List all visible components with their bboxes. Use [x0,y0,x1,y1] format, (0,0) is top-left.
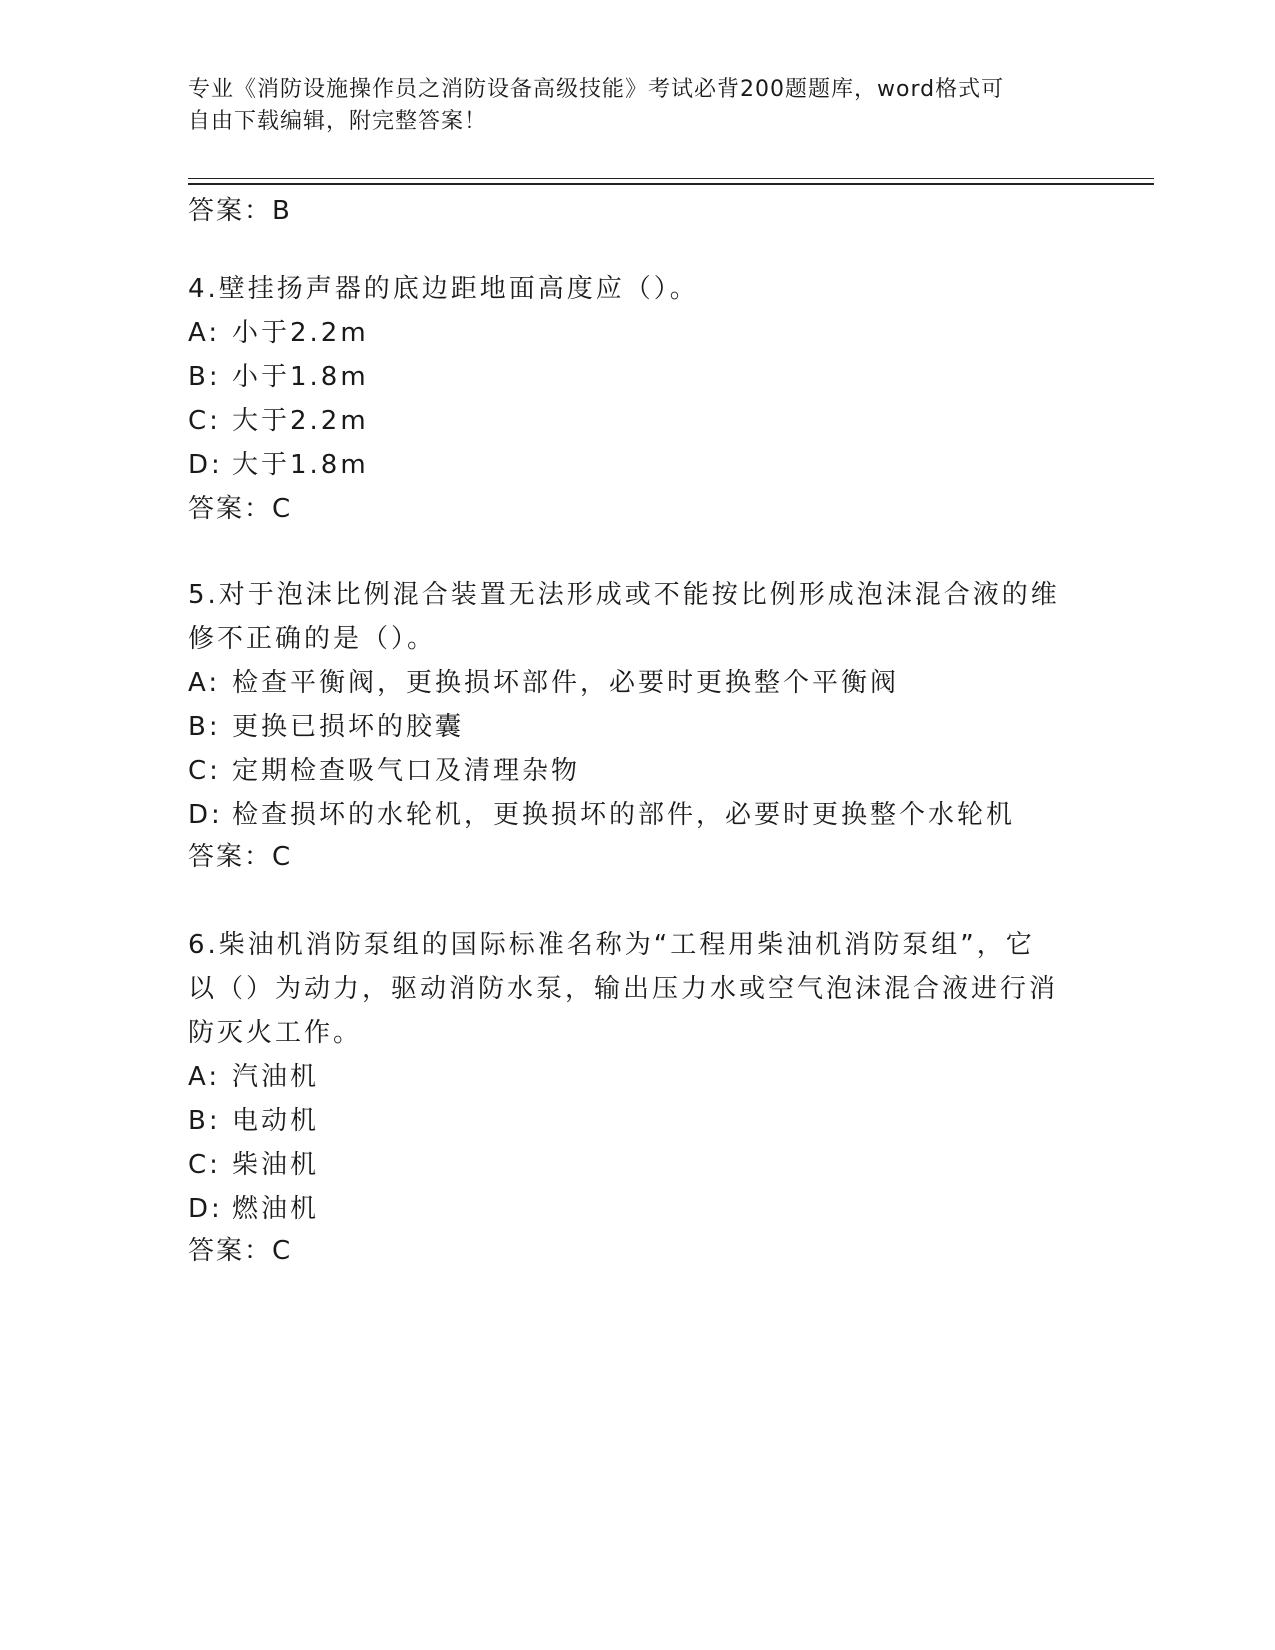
option-text: 定期检查吸气口及清理杂物 [232,756,581,786]
question-6-answer: 答案：C [188,1236,293,1266]
option-text: 小于2.2m [232,318,369,348]
option-text: 汽油机 [232,1062,320,1092]
document-header [188,74,1068,138]
option-text: 电动机 [232,1106,320,1136]
question-6-option-b [188,1104,319,1138]
option-key: C: [188,756,221,786]
question-4-answer: 答案：C [188,494,293,524]
option-text: 柴油机 [232,1150,320,1180]
option-text: 检查损坏的水轮机，更换损坏的部件，必要时更换整个水轮机 [232,800,1016,830]
option-text: 大于1.8m [232,450,369,480]
header-divider-thin [188,178,1154,179]
option-key: A: [188,668,221,698]
header-divider-thick [188,183,1154,185]
answer-previous: 答案：B [188,196,292,226]
question-4-option-b [188,360,369,394]
header-line-2: 自由下载编辑，附完整答案！ [188,109,488,134]
question-5-text-line-1: 5.对于泡沫比例混合装置无法形成或不能按比例形成泡沫混合液的维 [188,580,1060,610]
question-5-option-c [188,754,580,788]
question-4-text: 4.壁挂扬声器的底边距地面高度应（）。 [188,274,699,304]
question-6-text-line-3: 防灭火工作。 [188,1018,363,1048]
question-5-option-b [188,710,464,744]
question-6-option-c [188,1148,319,1182]
option-key: D: [188,1194,223,1224]
option-text: 燃油机 [232,1194,320,1224]
option-key: B: [188,362,221,392]
question-4-option-c [188,404,369,438]
option-key: D: [188,800,223,830]
header-line-1: 专业《消防设施操作员之消防设备高级技能》考试必背200题题库，word格式可 [188,77,1005,102]
option-key: C: [188,406,221,436]
question-6-option-d [188,1192,319,1226]
question-5-option-d [188,798,1015,832]
option-text: 更换已损坏的胶囊 [232,712,465,742]
option-key: A: [188,318,221,348]
option-key: B: [188,712,221,742]
question-5-answer: 答案：C [188,842,293,872]
option-key: B: [188,1106,221,1136]
question-6-text-line-1: 6.柴油机消防泵组的国际标准名称为“工程用柴油机消防泵组”，它 [188,930,1035,960]
option-text: 小于1.8m [232,362,369,392]
question-4-option-d [188,448,369,482]
option-key: D: [188,450,223,480]
question-6-text-line-2: 以（）为动力，驱动消防水泵，输出压力水或空气泡沫混合液进行消 [188,974,1059,1004]
option-key: A: [188,1062,221,1092]
question-5-text-line-2: 修不正确的是（）。 [188,624,437,654]
option-text: 大于2.2m [232,406,369,436]
question-4-option-a [188,316,369,350]
question-5-option-a [188,666,899,700]
question-6-option-a [188,1060,319,1094]
option-text: 检查平衡阀，更换损坏部件，必要时更换整个平衡阀 [232,668,900,698]
option-key: C: [188,1150,221,1180]
